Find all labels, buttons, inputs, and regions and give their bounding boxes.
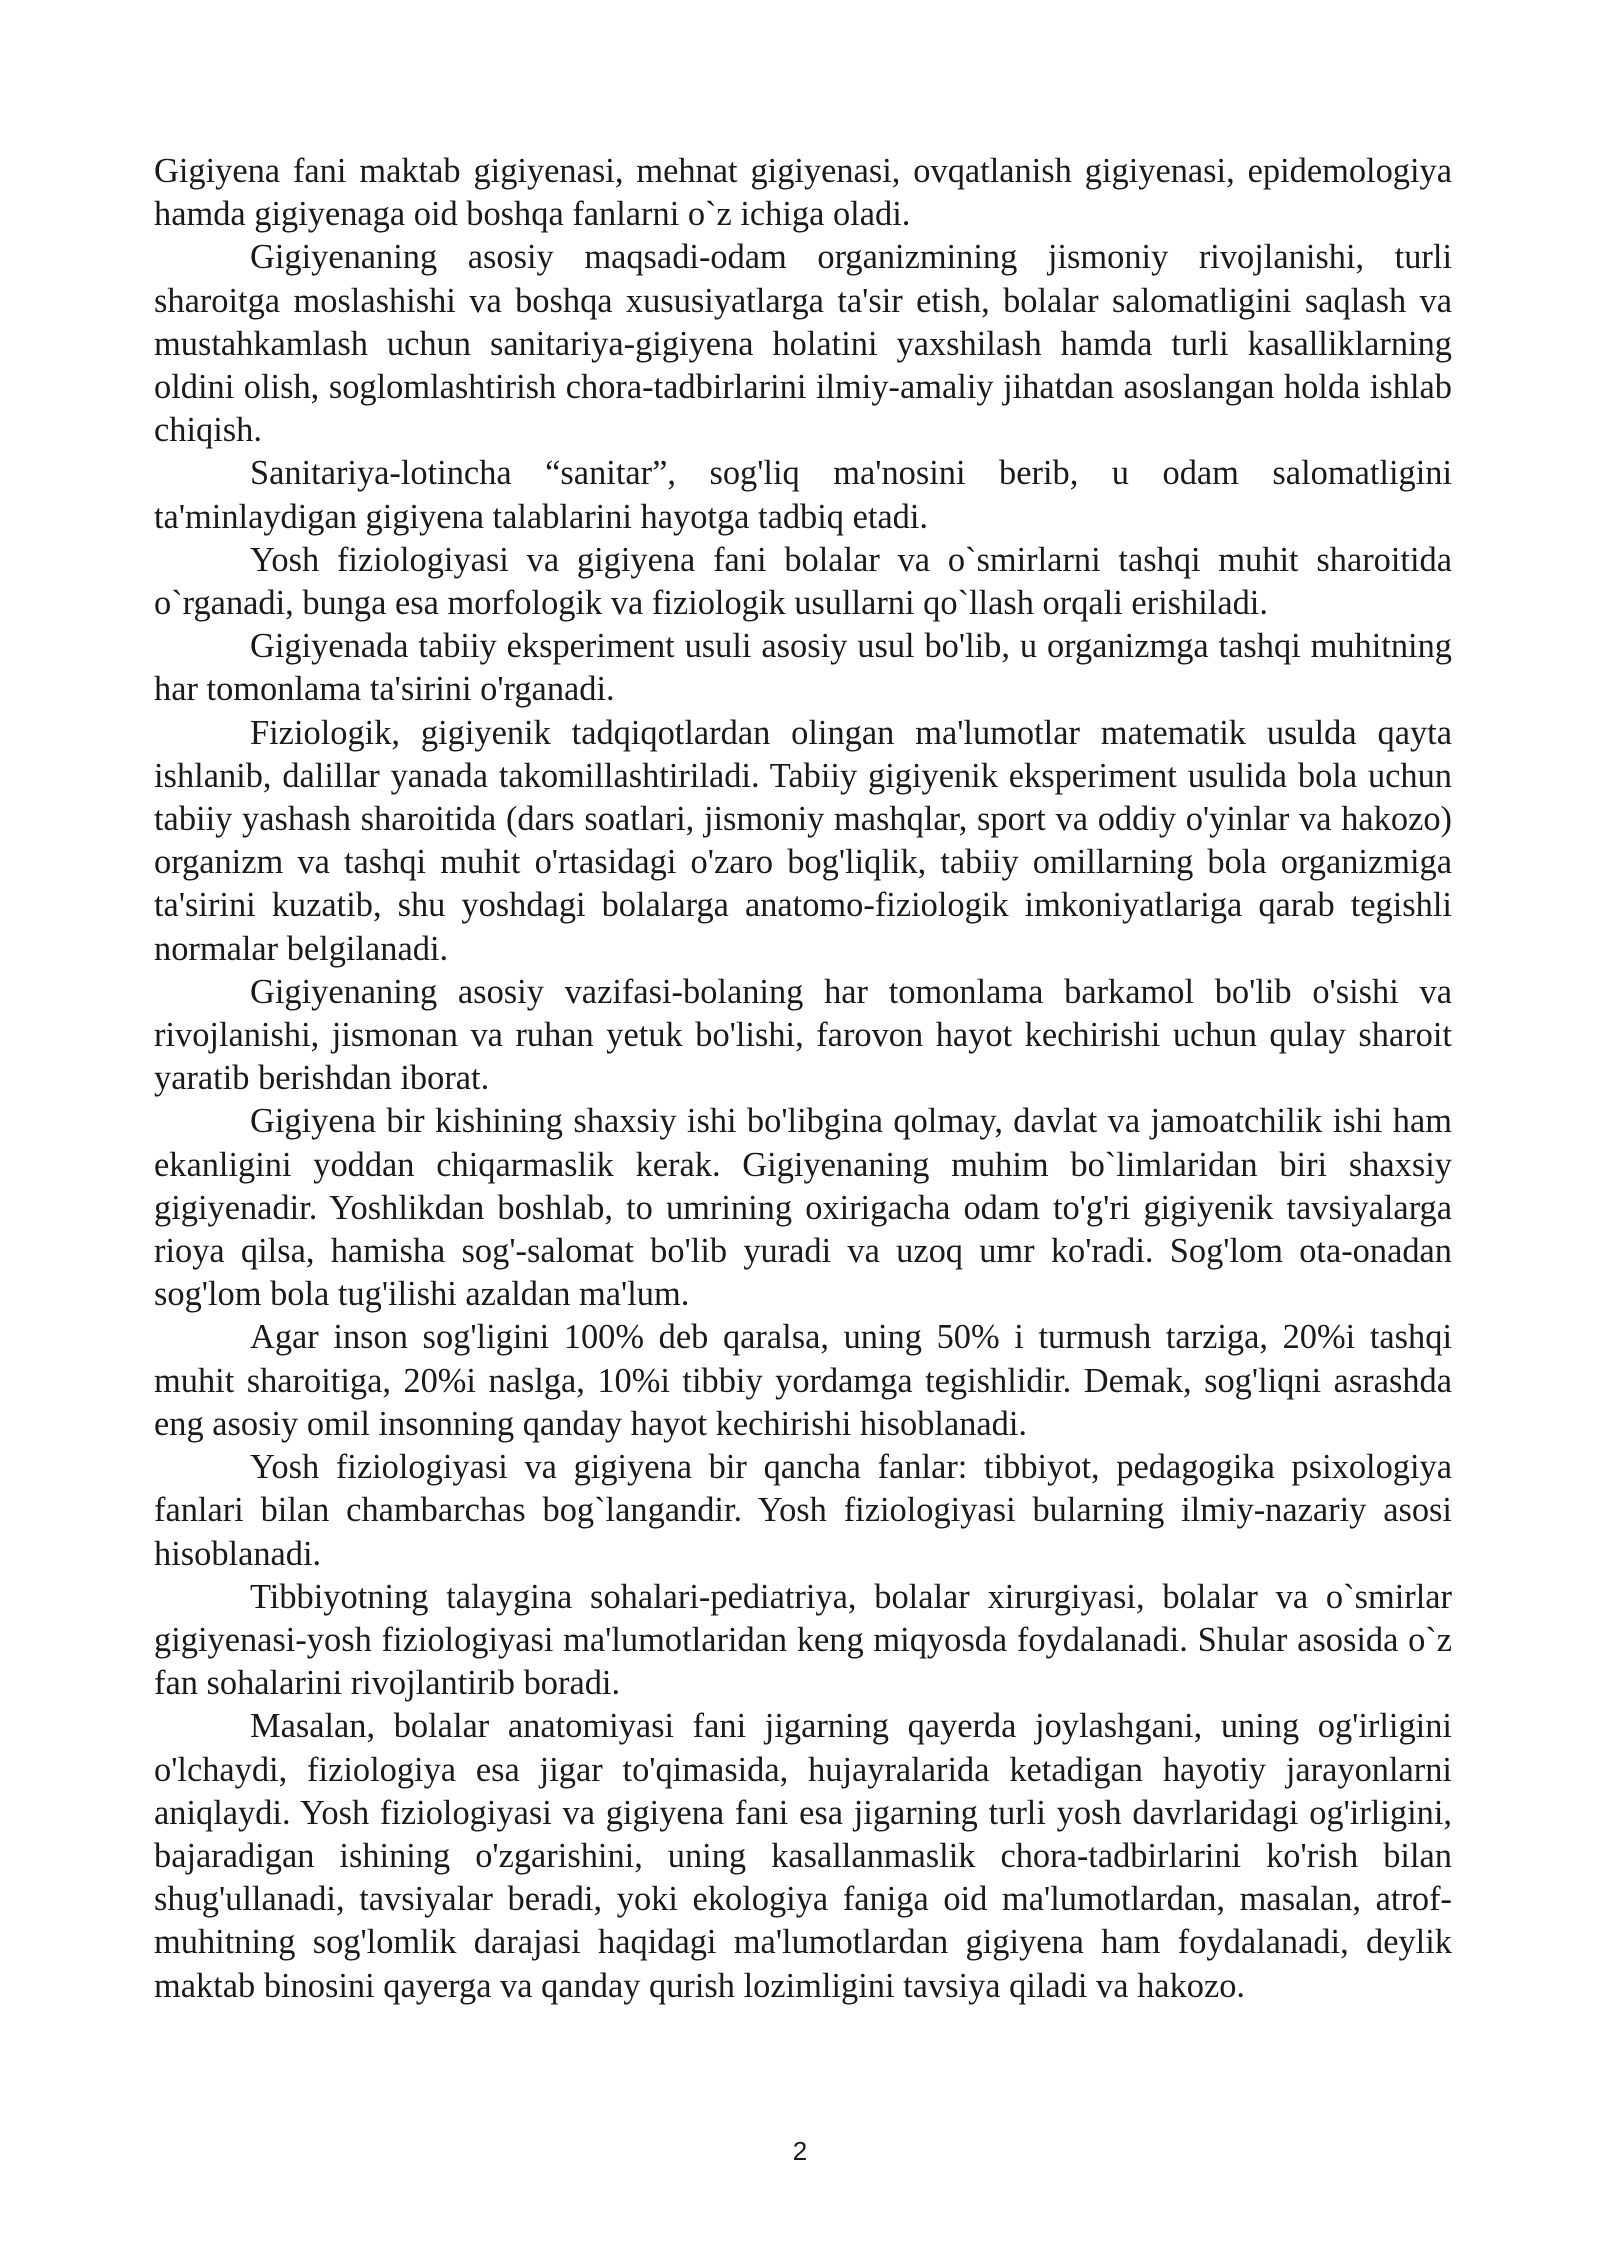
paragraph: Tibbiyotning talaygina sohalari-pediatriya, bolalar xirurgiyasi, bolalar va o`smirlar gigiyenasi-yosh fiziologiyasi ma'lumotlaridan keng miqyosda foydalanadi. Shular asosida o`z fan sohalarini rivojlantirib boradi. bbox=[154, 1577, 1452, 1703]
paragraph: Masalan, bolalar anatomiyasi fani jigarning qayerda joylashgani, uning og'irligini o'lchaydi, fiziologiya esa jigar to'qimasida, hujayralarida ketadigan hayotiy jarayonlarni aniqlaydi. Yosh fiziologiyasi va gigiyena fani esa jigarning turli yosh davrlaridagi og'irligini, bajaradigan ishining o'zgarishini, uning kasallanmaslik chora-tadbirlarini ko'rish bilan shug'ullanadi, tavsiyalar beradi, yoki ekologiya faniga oid ma'lumotlardan, masalan, atrof-muhitning sog'lomlik darajasi haqidagi ma'lumotlardan gigiyena ham foydalanadi, deylik maktab binosini qayerga va qanday qurish lozimligini tavsiya qiladi va hakozo. bbox=[154, 1707, 1452, 2005]
paragraph: Gigiyenaning asosiy maqsadi-odam organizmining jismoniy rivojlanishi, turli sharoitga moslashishi va boshqa xususiyatlarga ta'sir etish, bolalar salomatligini saqlash va mustahkamlash uchun sanitariya-gigiyena holatini yaxshilash hamda turli kasalliklarning oldini olish, soglomlashtirish chora-tadbirlarini ilmiy-amaliy jihatdan asoslangan holda ishlab chiqish. bbox=[154, 238, 1452, 450]
paragraph: Fiziologik, gigiyenik tadqiqotlardan olingan ma'lumotlar matematik usulda qayta ishlanib, dalillar yanada takomillashtiriladi. Tabiiy gigiyenik eksperiment usulida bola uchun tabiiy yashash sharoitida (dars soatlari, jismoniy mashqlar, sport va oddiy o'yinlar va hakozo) organizm va tashqi muhit o'rtasidagi o'zaro bog'liqlik, tabiiy omillarning bola organizmiga ta'sirini kuzatib, shu yoshdagi bolalarga anatomo-fiziologik imkoniyatlariga qarab tegishli normalar belgilanadi. bbox=[154, 713, 1452, 968]
paragraph: Gigiyena bir kishining shaxsiy ishi bo'libgina qolmay, davlat va jamoatchilik ishi ham ekanligini yoddan chiqarmaslik kerak. Gigiyenaning muhim bo`limlaridan biri shaxsiy gigiyenadir. Yoshlikdan boshlab, to umrining oxirigacha odam to'g'ri gigiyenik tavsiyalarga rioya qilsa, hamisha sog'-salomat bo'lib yuradi va uzoq umr ko'radi. Sog'lom ota-onadan sog'lom bola tug'ilishi azaldan ma'lum. bbox=[154, 1102, 1452, 1314]
document-body bbox=[154, 150, 1452, 2008]
page-number: 2 bbox=[792, 2136, 808, 2166]
paragraph: Sanitariya-lotincha “sanitar”, sog'liq ma'nosini berib, u odam salomatligini ta'minlaydigan gigiyena talablarini hayotga tadbiq etadi. bbox=[154, 454, 1452, 536]
paragraph: Yosh fiziologiyasi va gigiyena fani bolalar va o`smirlarni tashqi muhit sharoitida o`rganadi, bunga esa morfologik va fiziologik usullarni qo`llash orqali erishiladi. bbox=[154, 540, 1452, 623]
paragraph: Gigiyenaning asosiy vazifasi-bolaning har tomonlama barkamol bo'lib o'sishi va rivojlanishi, jismonan va ruhan yetuk bo'lishi, farovon hayot kechirishi uchun qulay sharoit yaratib berishdan iborat. bbox=[154, 972, 1452, 1098]
paragraph: Agar inson sog'ligini 100% deb qaralsa, uning 50% i turmush tarziga, 20%i tashqi muhit sharoitiga, 20%i naslga, 10%i tibbiy yordamga tegishlidir. Demak, sog'liqni asrashda eng asosiy omil insonning qanday hayot kechirishi hisoblanadi. bbox=[154, 1318, 1452, 1443]
paragraph: Yosh fiziologiyasi va gigiyena bir qancha fanlar: tibbiyot, pedagogika psixologiya fanlari bilan chambarchas bog`langandir. Yosh fiziologiyasi bularning ilmiy-nazariy asosi hisoblanadi. bbox=[154, 1448, 1452, 1573]
paragraph: Gigiyena fani maktab gigiyenasi, mehnat gigiyenasi, ovqatlanish gigiyenasi, epidemologiya hamda gigiyenaga oid boshqa fanlarni o`z ichiga oladi. bbox=[154, 152, 1452, 234]
paragraph: Gigiyenada tabiiy eksperiment usuli asosiy usul bo'lib, u organizmga tashqi muhitning har tomonlama ta'sirini o'rganadi. bbox=[154, 627, 1452, 709]
